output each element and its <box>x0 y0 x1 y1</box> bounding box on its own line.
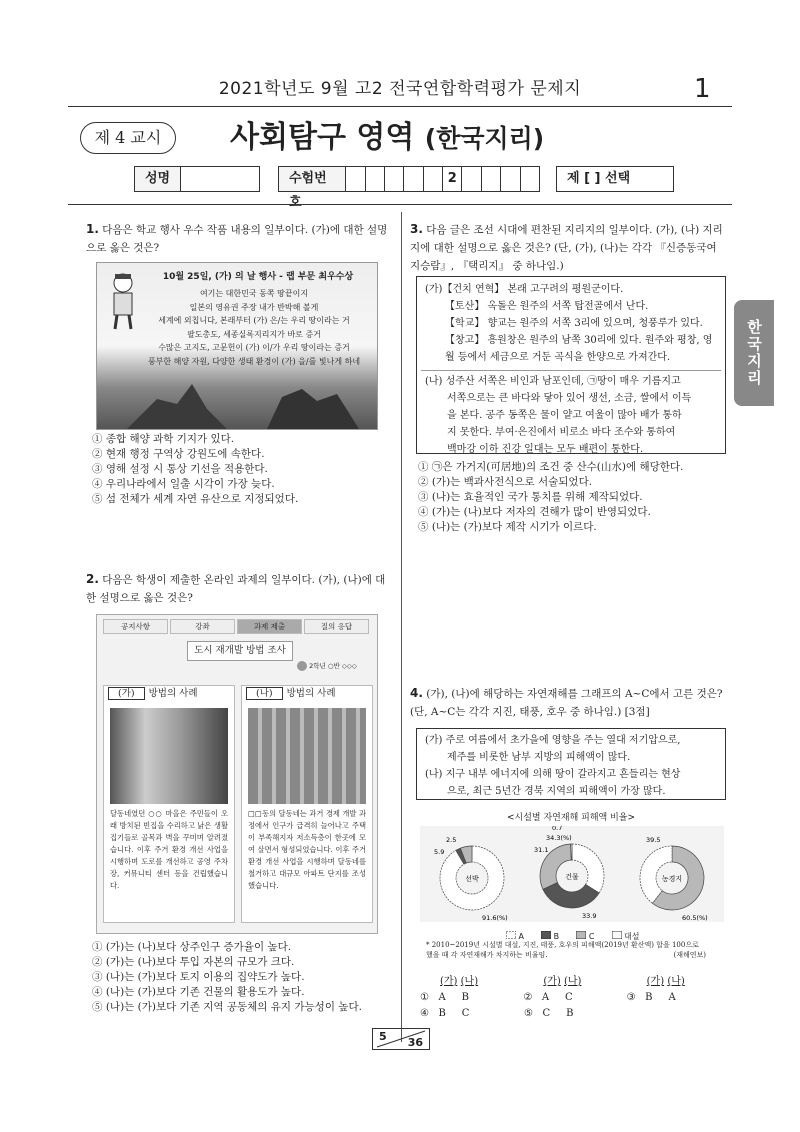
question-number: 4. <box>410 686 423 700</box>
choice-3[interactable]: ③ (나)는 (가)보다 토지 이용의 집약도가 높다. <box>92 971 305 983</box>
online-assignment-window <box>96 614 378 934</box>
exam-number-cell[interactable] <box>346 167 365 191</box>
question-3-stem <box>410 220 726 275</box>
exam-number-cell[interactable] <box>385 167 404 191</box>
choice-5[interactable]: ⑤ 섬 전체가 세계 자연 유산으로 지정되었다. <box>92 493 299 505</box>
case-a-card <box>103 685 235 923</box>
assignment-title: 도시 재개발 방법 조사 <box>187 641 293 661</box>
legend-snow: 대설 <box>612 932 646 941</box>
question-4-stem <box>410 684 726 721</box>
pie-data-label: 0.7 <box>552 826 563 832</box>
choice-3[interactable]: ③ 영해 설정 시 통상 기선을 적용한다. <box>92 463 268 475</box>
exam-number-label: 수험번호 <box>279 167 346 191</box>
col-ga: (가) <box>646 976 665 987</box>
tab-assignment[interactable]: 과제 제출 <box>237 619 302 634</box>
answer-option[interactable]: ③ B A <box>626 992 676 1003</box>
rap-line: 수많은 고지도, 고문헌이 (가) 이/가 우리 땅이라는 증거 <box>158 343 350 352</box>
page-counter <box>372 1028 430 1050</box>
col-na: (나) <box>563 976 582 987</box>
legend-a: A <box>506 932 530 941</box>
exam-number-field[interactable] <box>278 166 540 210</box>
exam-number-cell[interactable] <box>366 167 385 191</box>
subject-sub: (한국지리) <box>424 124 545 153</box>
elective-field[interactable] <box>556 166 674 192</box>
case-b-label: (나) <box>246 687 283 700</box>
pie-data-label: 39.5 <box>646 836 661 844</box>
question-number: 2. <box>86 572 99 586</box>
text-b-line: 지 못한다. 부여·은진에서 비로소 바다 조수와 통하여 <box>447 427 676 438</box>
name-field[interactable] <box>134 166 260 192</box>
pie-chart-panel <box>420 826 724 922</box>
question-1-stem <box>86 220 392 257</box>
pie-data-label: 33.9 <box>582 912 597 920</box>
name-label: 성명 <box>135 167 181 191</box>
case-suffix: 방법의 사례 <box>286 688 336 699</box>
choice-3[interactable]: ③ (나)는 효율적인 국가 통치를 위해 제작되었다. <box>418 491 643 503</box>
avatar <box>297 661 307 671</box>
rapper-figure <box>105 271 141 331</box>
disaster-text-box <box>416 728 726 800</box>
page-number: 1 <box>694 74 711 104</box>
tab-qna[interactable]: 질의 응답 <box>304 619 369 634</box>
case-b-text: □□동의 달동네는 과거 경제 개발 과정에서 인구가 급격히 늘어나고 주택이 부족해지자 저소득층이 한곳에 모여 살면서 형성되었습니다. 이후 주거 환경 개선 사업을 시행하며 달동네를 철거하고 대규모 아파트 단지를 조성했습니다. <box>248 809 366 890</box>
header-rule <box>68 106 732 107</box>
case-b-card <box>241 685 373 923</box>
pie-center-label: 농경지 <box>661 875 683 883</box>
header-divider <box>68 204 732 205</box>
course-tabs <box>103 619 371 634</box>
text-a-line: 【학교】 향교는 원주의 서쪽 3리에 있으며, 청풍루가 있다. <box>445 318 703 329</box>
choice-2[interactable]: ② (가)는 백과사전식으로 서술되었다. <box>418 476 593 488</box>
page-total: 36 <box>407 1036 423 1049</box>
choice-2[interactable]: ② (가)는 (나)보다 투입 자본의 규모가 크다. <box>92 956 295 968</box>
question-3-choices <box>418 460 728 535</box>
question-text: 다음 글은 조선 시대에 편찬된 지리지의 일부이다. (가), (나) 지리지에 대한 설명으로 옳은 것은? (단, (가), (나)는 각각 『신증동국여지승람』, 『택리지』 중 하나임.) <box>410 224 723 272</box>
pie-data-label: 5.9 <box>434 848 445 856</box>
student-name <box>297 661 357 671</box>
pie-charts <box>420 826 724 922</box>
choice-4[interactable]: ④ (나)는 (가)보다 기존 건물의 활용도가 높다. <box>92 986 305 998</box>
geography-text-box <box>416 276 726 454</box>
text-a-line: (가)【건치 연혁】 본래 고구려의 평원군이다. <box>425 284 624 295</box>
col-ga: (가) <box>440 976 458 987</box>
exam-number-cell[interactable] <box>482 167 501 191</box>
pie-center-label: 선박 <box>465 875 479 883</box>
exam-number-cell[interactable] <box>404 167 423 191</box>
rap-line: 여기는 대한민국 동쪽 땅끝이지 <box>199 289 309 298</box>
pie-data-label: 2.5 <box>446 836 457 844</box>
exam-number-digit: 2 <box>443 167 462 191</box>
case-suffix: 방법의 사례 <box>148 688 198 699</box>
col-na: (나) <box>460 976 479 987</box>
question-text: 다음은 학생이 제출한 온라인 과제의 일부이다. (가), (나)에 대한 설명으로 옳은 것은? <box>86 574 386 604</box>
text-a-line: 【창고】 흥원창은 원주의 남쪽 30리에 있다. 원주와 평창, 영월 등에서 세금으로 거둔 곡식을 한양으로 가져간다. <box>445 335 713 363</box>
answer-option[interactable]: ② A C <box>523 992 573 1003</box>
mural-village-photo <box>110 708 228 804</box>
elective-label: 제 [ ] 선택 <box>567 171 631 186</box>
subject-title <box>230 112 544 156</box>
subject-main: 사회탐구 영역 <box>230 120 415 155</box>
disaster-line: 제주를 비롯한 남부 지방의 피해액이 많다. <box>447 752 631 763</box>
choice-4[interactable]: ④ (가)는 (나)보다 저자의 견해가 많이 반영되었다. <box>418 506 651 518</box>
name-input[interactable] <box>181 167 259 191</box>
dokdo-rap-image <box>96 262 378 430</box>
tab-notice[interactable]: 공지사항 <box>103 619 168 634</box>
column-divider <box>401 212 402 1042</box>
text-b-line: 을 본다. 공주 동쪽은 물이 얕고 여울이 많아 배가 통하 <box>447 410 682 421</box>
pie-data-label: 34.3(%) <box>546 834 572 842</box>
disaster-line: (나) 지구 내부 에너지에 의해 땅이 갈라지고 흔들리는 현상 <box>425 769 681 780</box>
subject-side-tab: 한국지리 <box>734 300 774 406</box>
question-2-stem <box>86 570 392 607</box>
case-a-header <box>104 686 234 702</box>
text-b-line: 서쪽으로는 큰 바다와 닿아 있어 생선, 소금, 쌀에서 이득 <box>447 393 692 404</box>
choice-1[interactable]: ① (가)는 (나)보다 상주인구 증가율이 높다. <box>92 941 292 953</box>
student-label: 2학년 ○반 ◇◇◇ <box>309 662 357 670</box>
col-na: (나) <box>667 976 685 987</box>
answer-option[interactable]: ⑤ C B <box>524 1008 574 1019</box>
question-number: 1. <box>86 222 99 236</box>
pie-center-label: 건물 <box>565 873 579 881</box>
pie-data-label: 91.6(%) <box>482 914 508 922</box>
choice-5[interactable]: ⑤ (나)는 (가)보다 제작 시기가 이르다. <box>418 521 597 533</box>
page-current: 5 <box>379 1030 387 1043</box>
answer-option[interactable]: ④ B C <box>420 1008 470 1019</box>
legend-b: B <box>541 932 565 941</box>
island-silhouette <box>97 369 377 429</box>
text-a-line: 【토산】 옥돌은 원주의 서쪽 탑전골에서 난다. <box>445 301 649 312</box>
disaster-line: 으로, 최근 5년간 경북 지역의 피해액이 가장 많다. <box>447 786 666 797</box>
session-badge: 제 4 교시 <box>80 122 176 154</box>
rap-line: 세계에 외칩니다, 본래부터 (가) 은/는 우리 땅이라는 거 <box>158 316 350 325</box>
chart-note <box>426 940 706 960</box>
choice-2[interactable]: ② 현재 행정 구역상 강원도에 속한다. <box>92 448 265 460</box>
rap-line: 풍부한 해양 자원, 다양한 생태 환경이 (가) 을/를 빛나게 하네 <box>147 356 361 366</box>
exam-title: 2021학년도 9월 고2 전국연합학력평가 문제지 <box>218 79 582 99</box>
rap-line: 팔도총도, 세종실록지리지가 바로 증거 <box>187 329 321 339</box>
choice-5[interactable]: ⑤ (나)는 (가)보다 기존 지역 공동체의 유지 가능성이 높다. <box>92 1001 362 1013</box>
question-2-choices <box>92 940 392 1015</box>
legend-c: C <box>576 932 600 941</box>
exam-number-cell[interactable] <box>462 167 481 191</box>
source-text: (재해연보) <box>673 951 706 959</box>
case-a-label: (가) <box>108 687 145 700</box>
choice-1[interactable]: ① 종합 해양 과학 기지가 있다. <box>92 433 235 445</box>
choice-4[interactable]: ④ 우리나라에서 일출 시각이 가장 늦다. <box>92 478 275 490</box>
rap-title: 10월 25일, (가) 의 날 행사 - 랩 부문 최우수상 <box>162 272 354 282</box>
apartment-complex-photo <box>248 708 366 804</box>
disaster-line: (가) 주로 여름에서 초가을에 영향을 주는 열대 저기압으로, <box>425 735 681 746</box>
choice-1[interactable]: ① ㉠은 가거지(可居地)의 조건 중 산수(山水)에 해당한다. <box>418 461 684 473</box>
exam-number-cell[interactable] <box>501 167 520 191</box>
pie-data-label: 60.5(%) <box>682 914 708 922</box>
question-text: 다음은 학교 행사 우수 작품 내용의 일부이다. (가)에 대한 설명으로 옳은 것은? <box>86 224 388 254</box>
answer-grid <box>420 974 730 1022</box>
text-b-line: (나) 성주산 서쪽은 비인과 남포인데, ㉠땅이 매우 기름지고 <box>425 376 681 387</box>
answer-option[interactable]: ① A B <box>420 992 470 1003</box>
tab-lecture[interactable]: 강좌 <box>170 619 235 634</box>
exam-number-cell[interactable] <box>424 167 443 191</box>
note-text: * 2010~2019년 시설별 대설, 지진, 태풍, 호우의 피해액(2019년 환산액) 합을 100으로 했을 때 각 자연재해가 차지하는 비율임. <box>426 941 699 959</box>
pie-data-label: 31.1 <box>534 846 549 854</box>
exam-number-cell[interactable] <box>521 167 539 191</box>
question-number: 3. <box>410 222 423 236</box>
question-text: (가), (나)에 해당하는 자연재해를 그래프의 A~C에서 고른 것은? (단, A~C는 각각 지진, 태풍, 호우 중 하나임.) [3점] <box>410 688 723 718</box>
rap-line: 일본의 영유권 주장 내가 반박해 볼게 <box>189 302 319 312</box>
chart-title: <시설별 자연재해 피해액 비율> <box>507 813 635 823</box>
col-ga: (가) <box>543 976 561 987</box>
text-b-line: 백마강 이하 진강 일대는 모두 배편이 통한다. <box>447 444 644 455</box>
question-1-choices <box>92 432 392 507</box>
case-a-text: 달동네였던 ○○ 마을은 주민들이 오래 방치된 빈집을 수리하고 낡은 생활 집기들로 골목과 벽을 꾸미며 알려졌습니다. 이후 주거 환경 개선 사업을 시행하며 도로를 개선하고 공영 주차장, 커뮤니티 센터 등을 건립했습니다. <box>110 809 228 890</box>
case-b-header <box>242 686 372 702</box>
